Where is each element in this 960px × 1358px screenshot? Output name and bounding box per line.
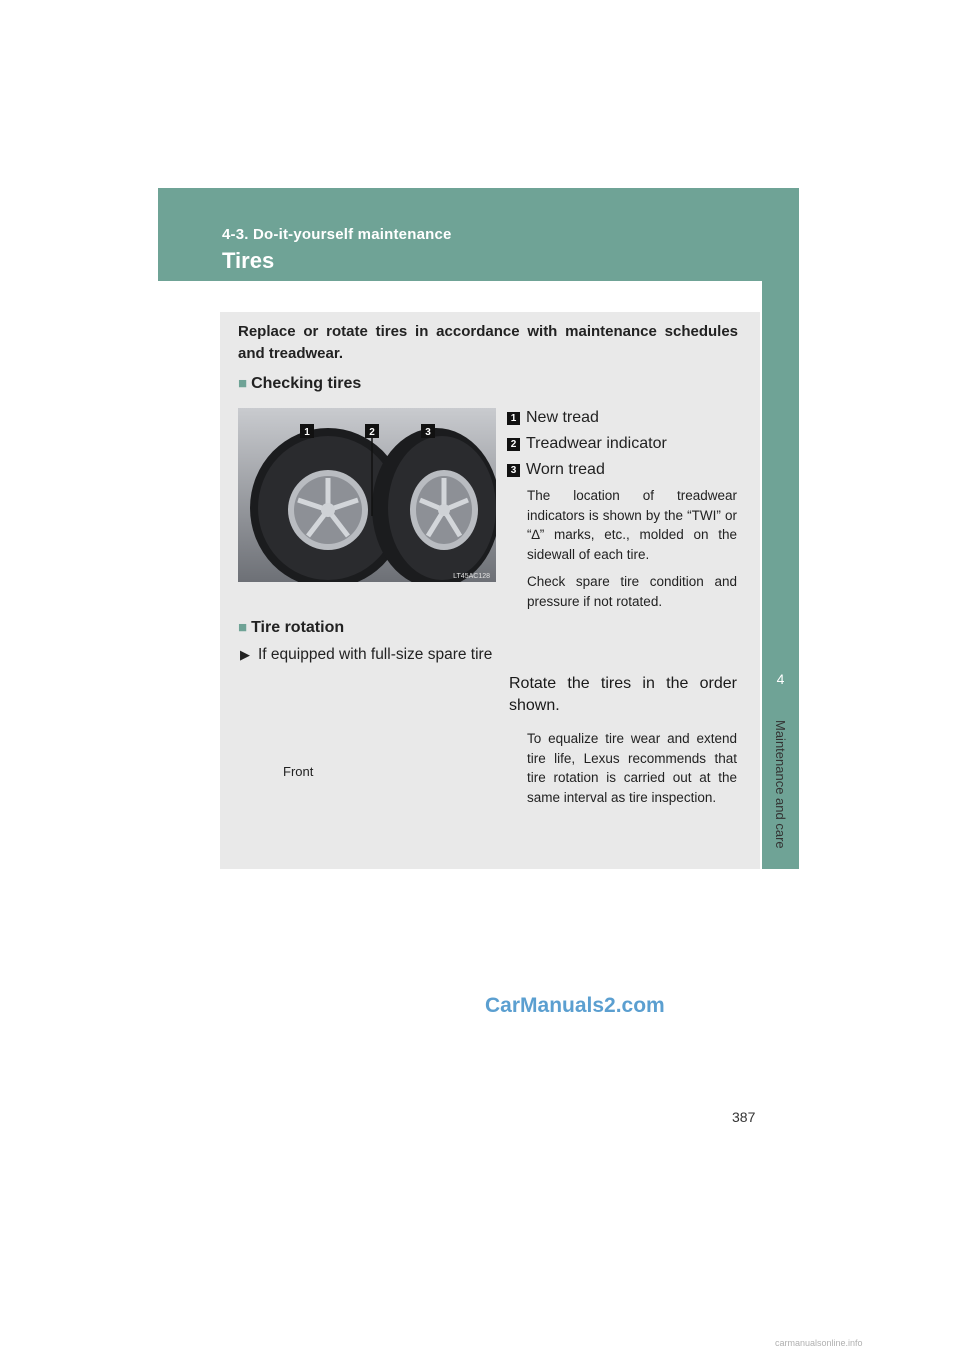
footer-watermark: carmanualsonline.info: [775, 1338, 863, 1348]
callout-1: [300, 424, 314, 438]
tires-illustration: [238, 408, 496, 582]
legend-item: [507, 457, 747, 483]
chapter-label: Maintenance and care: [773, 720, 788, 849]
legend-label: Treadwear indicator: [526, 435, 667, 452]
callout-2: [365, 424, 379, 438]
callout-3: [421, 424, 435, 438]
svg-text:3: 3: [425, 427, 431, 438]
tire-rotation-heading: ■ Tire rotation: [238, 619, 345, 636]
treadwear-note: The location of treadwear indicators is shown by the “TWI” or “∆” marks, etc., molded on the sidewall of each tire.: [527, 488, 737, 562]
content-panel: [220, 312, 760, 869]
svg-text:2: 2: [369, 427, 375, 438]
square-bullet-icon: ■: [238, 619, 248, 636]
rotation-note: To equalize tire wear and extend tire life, Lexus recommends that tire rotation is carried out at the same interval as tire inspection.: [527, 731, 737, 805]
legend-item: [507, 405, 747, 431]
number-badge-icon: 3: [507, 464, 520, 477]
page-header: [158, 188, 799, 281]
triangle-bullet-icon: ▶: [240, 647, 250, 662]
spare-tire-note: Check spare tire condition and pressure if not rotated.: [527, 574, 737, 609]
checking-tires-heading: ■ Checking tires: [238, 375, 362, 392]
page-number: 387: [732, 1109, 756, 1125]
diagram-front-label: Front: [283, 764, 314, 779]
tread-legend: [507, 405, 747, 483]
full-size-spare-bullet: ▶ If equipped with full-size spare tire: [240, 646, 493, 663]
photo-code: LT45AC128: [453, 573, 490, 580]
legend-label: Worn tread: [526, 461, 605, 478]
legend-label: New tread: [526, 409, 599, 426]
watermark-text: CarManuals2.com: [485, 994, 665, 1017]
svg-text:1: 1: [304, 427, 310, 438]
tire-photo: [238, 408, 496, 582]
chapter-number: 4: [776, 671, 785, 687]
number-badge-icon: 1: [507, 412, 520, 425]
intro-text: Replace or rotate tires in accordance with maintenance schedules and treadwear.: [238, 323, 738, 362]
square-bullet-icon: ■: [238, 375, 248, 392]
number-badge-icon: 2: [507, 438, 520, 451]
section-label: 4-3. Do-it-yourself maintenance: [222, 226, 452, 243]
rotation-instruction: Rotate the tires in the order shown.: [509, 675, 737, 714]
legend-item: [507, 431, 747, 457]
page-title: Tires: [222, 248, 275, 273]
